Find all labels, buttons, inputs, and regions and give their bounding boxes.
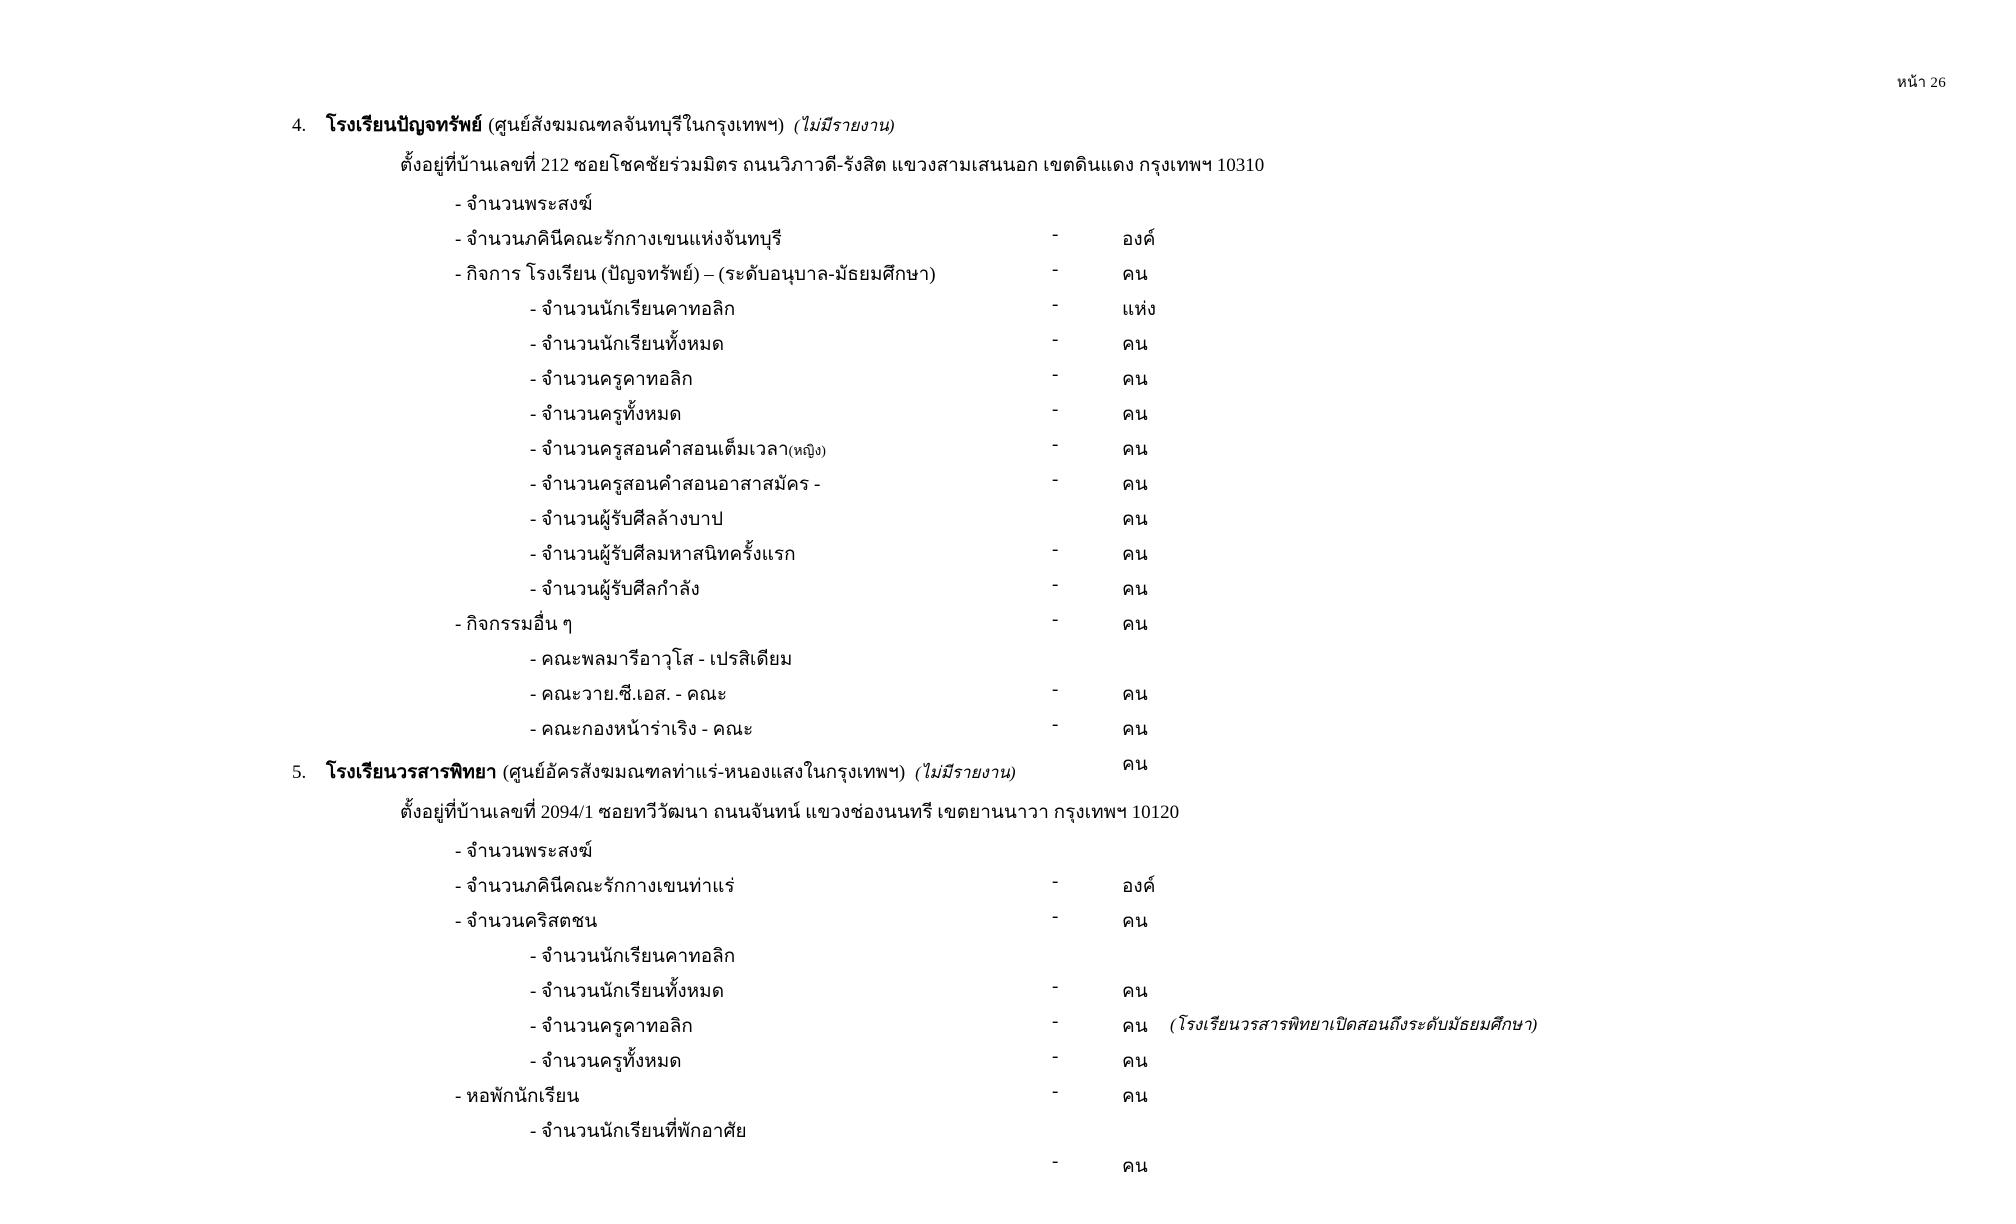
- section-address: ตั้งอยู่ที่บ้านเลขที่ 212 ซอยโชคชัยร่วมมิตร ถนนวิภาวดี-รังสิต แขวงสามเสนนอก เขตดินแดง กรุงเทพฯ 10310: [400, 155, 1265, 176]
- row-dash: -: [1052, 469, 1059, 490]
- row-unit: คน: [1122, 1051, 1148, 1072]
- row-dash: -: [1052, 906, 1059, 927]
- row-unit: องค์: [1122, 876, 1156, 897]
- detail-row: [0, 1081, 2016, 1116]
- row-label: - จำนวนพระสงฆ์: [455, 194, 593, 215]
- row-label: - จำนวนครูสอนคำสอนเต็มเวลา: [530, 439, 789, 460]
- row-dash: -: [1052, 399, 1059, 420]
- row-dash: -: [1052, 871, 1059, 892]
- row-unit: คน: [1122, 474, 1148, 495]
- row-unit: คน: [1122, 579, 1148, 600]
- row-label: - จำนวนครูคาทอลิก: [530, 1016, 693, 1037]
- section-number: 5.: [292, 762, 307, 783]
- row-dash: -: [1052, 539, 1059, 560]
- row-label: - จำนวนนักเรียนที่พักอาศัย: [530, 1121, 747, 1142]
- row-label: - จำนวนผู้รับศีลล้างบาป: [530, 509, 724, 530]
- row-inline-note: (โรงเรียนวรสารพิทยาเปิดสอนถึงระดับมัธยมศึกษา): [1170, 1015, 1538, 1034]
- row-unit: คน: [1122, 439, 1148, 460]
- row-dash: -: [1052, 714, 1059, 735]
- row-unit: คน: [1122, 1086, 1148, 1107]
- row-label: - จำนวนครูคาทอลิก: [530, 369, 693, 390]
- row-label: - จำนวนภคินีคณะรักกางเขนแห่งจันทบุรี: [455, 229, 782, 250]
- section-rows: [0, 836, 2016, 1177]
- row-label: - คณะกองหน้าร่าเริง - คณะ: [530, 719, 754, 740]
- row-label: - จำนวนผู้รับศีลมหาสนิทครั้งแรก: [530, 544, 796, 565]
- row-dash: -: [1052, 574, 1059, 595]
- row-unit: คน: [1122, 684, 1148, 705]
- detail-row: [0, 906, 2016, 941]
- row-label: - คณะพลมารีอาวุโส - เปรสิเดียม: [530, 649, 793, 670]
- row-unit: คน: [1122, 614, 1148, 635]
- section-title: โรงเรียนวรสารพิทยา: [326, 762, 497, 783]
- row-label: - จำนวนนักเรียนทั้งหมด: [530, 981, 725, 1002]
- row-label: - จำนวนนักเรียนทั้งหมด: [530, 334, 725, 355]
- row-label: - จำนวนครูสอนคำสอนอาสาสมัคร -: [530, 474, 821, 495]
- row-dash: -: [1052, 1151, 1059, 1172]
- row-label: - จำนวนคริสตชน: [455, 911, 598, 932]
- row-dash: -: [1052, 1046, 1059, 1067]
- row-unit: คน: [1122, 911, 1148, 932]
- row-unit: คน: [1122, 754, 1148, 775]
- section-number: 4.: [292, 115, 307, 136]
- row-unit: คน: [1122, 509, 1148, 530]
- section-note: (ไม่มีรายงาน): [915, 763, 1016, 782]
- row-label: - จำนวนครูทั้งหมด: [530, 1051, 682, 1072]
- row-label: - จำนวนครูทั้งหมด: [530, 404, 682, 425]
- row-dash: -: [1052, 679, 1059, 700]
- section-address: ตั้งอยู่ที่บ้านเลขที่ 2094/1 ซอยทวีวัฒนา ถนนจันทน์ แขวงช่องนนทรี เขตยานนาวา กรุงเทพฯ 10120: [400, 802, 1180, 823]
- row-label: - กิจการ โรงเรียน (ปัญจทรัพย์) – (ระดับอนุบาล-มัธยมศึกษา): [455, 264, 936, 285]
- row-dash: -: [1052, 329, 1059, 350]
- detail-row: [0, 609, 2016, 644]
- section-title: โรงเรียนปัญจทรัพย์: [326, 115, 483, 136]
- row-unit: คน: [1122, 334, 1148, 355]
- row-unit: องค์: [1122, 229, 1156, 250]
- row-label: - กิจกรรมอื่น ๆ: [455, 614, 573, 635]
- row-label: - จำนวนนักเรียนคาทอลิก: [530, 946, 736, 967]
- document-body: [0, 110, 2016, 1177]
- row-dash: -: [1052, 609, 1059, 630]
- page-number: หน้า 26: [1896, 75, 1946, 91]
- row-label: - หอพักนักเรียน: [455, 1086, 580, 1107]
- row-unit: คน: [1122, 369, 1148, 390]
- detail-row: [0, 1116, 2016, 1177]
- row-unit: คน: [1122, 1016, 1148, 1037]
- section-heading: [292, 110, 2016, 140]
- row-unit: คน: [1122, 719, 1148, 740]
- row-unit: คน: [1122, 544, 1148, 565]
- row-dash: -: [1052, 259, 1059, 280]
- row-label: - จำนวนพระสงฆ์: [455, 841, 593, 862]
- section-subtitle: (ศูนย์สังฆมณฑลจันทบุรีในกรุงเทพฯ): [488, 115, 785, 136]
- row-unit: คน: [1122, 1156, 1148, 1177]
- row-dash: -: [1052, 364, 1059, 385]
- row-dash: -: [1052, 1011, 1059, 1032]
- row-dash: -: [1052, 1081, 1059, 1102]
- row-unit: คน: [1122, 404, 1148, 425]
- row-label: - จำนวนนักเรียนคาทอลิก: [530, 299, 736, 320]
- row-unit: คน: [1122, 981, 1148, 1002]
- section-5: [0, 757, 2016, 1177]
- row-label: - จำนวนภคินีคณะรักกางเขนท่าแร่: [455, 876, 735, 897]
- row-dash: -: [1052, 224, 1059, 245]
- row-label: - คณะวาย.ซี.เอส. - คณะ: [530, 684, 728, 705]
- row-dash: -: [1052, 294, 1059, 315]
- row-unit: แห่ง: [1122, 299, 1157, 320]
- row-label-suffix: (หญิง): [788, 444, 826, 459]
- row-unit: คน: [1122, 264, 1148, 285]
- row-label: - จำนวนผู้รับศีลกำลัง: [530, 579, 700, 600]
- row-dash: -: [1052, 434, 1059, 455]
- row-dash: -: [1052, 976, 1059, 997]
- section-subtitle: (ศูนย์อัครสังฆมณฑลท่าแร่-หนองแสงในกรุงเทพฯ): [502, 762, 906, 783]
- section-heading: [292, 757, 2016, 787]
- section-note: (ไม่มีรายงาน): [794, 116, 895, 135]
